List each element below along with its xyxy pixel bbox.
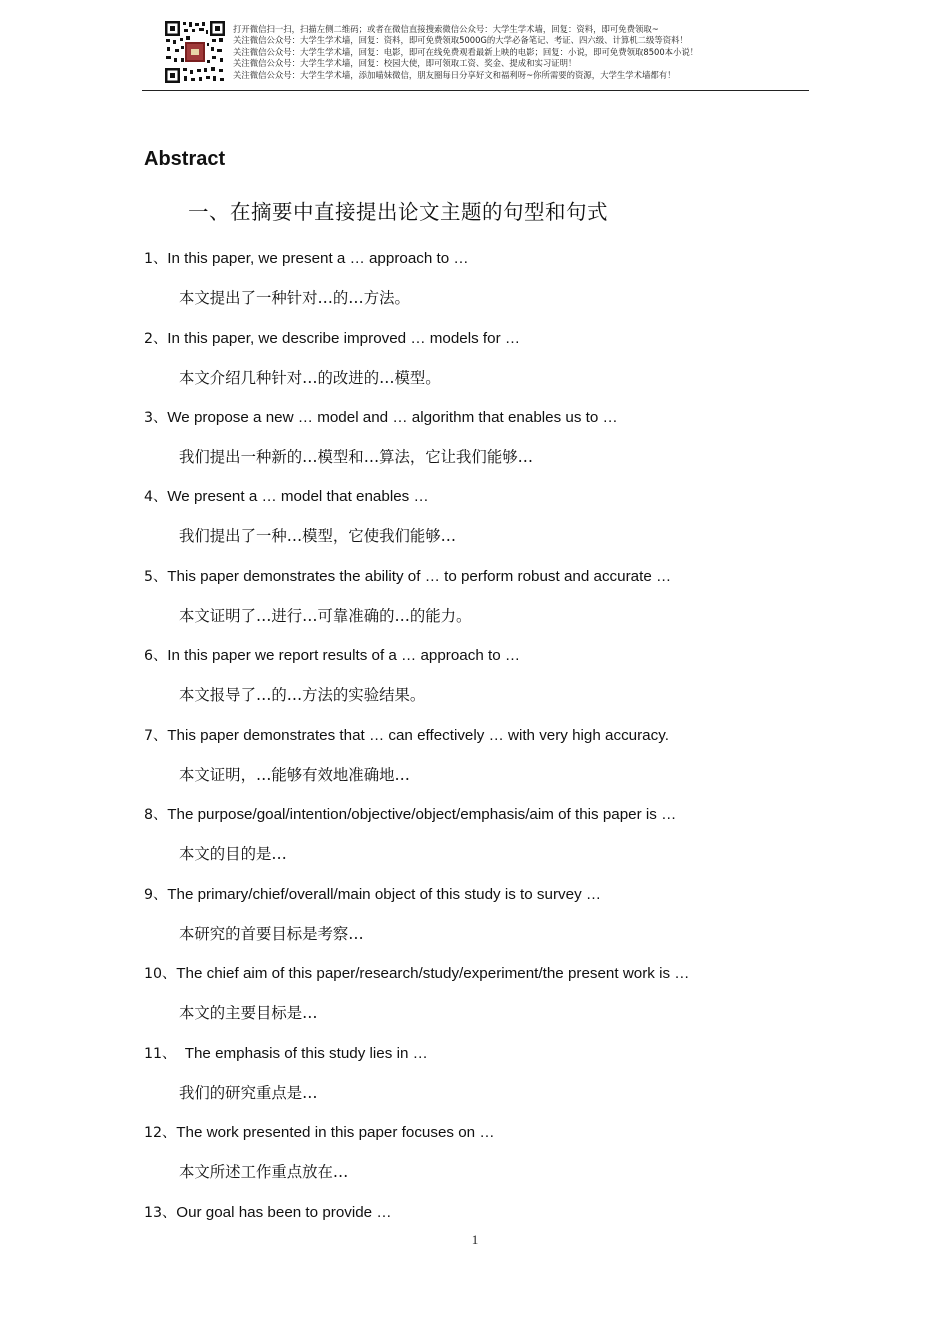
chinese-translation: 本文的目的是… — [179, 845, 287, 863]
english-phrase — [144, 1123, 495, 1143]
english-phrase — [144, 487, 429, 507]
chinese-translation: 本文介绍几种针对…的改进的…模型。 — [179, 369, 441, 387]
english-text: We propose a new … model and … algorithm that enables us to … — [167, 409, 618, 426]
english-phrase — [144, 408, 618, 428]
english-text: The purpose/goal/intention/objective/object/emphasis/aim of this paper is … — [167, 806, 677, 823]
item-number: 3、 — [144, 410, 168, 426]
english-text: Our goal has been to provide … — [176, 1204, 392, 1221]
english-text: We present a … model that enables … — [167, 488, 429, 505]
english-phrase — [144, 1044, 428, 1064]
item-number: 4、 — [144, 489, 168, 505]
english-phrase — [144, 805, 676, 825]
english-phrase — [144, 885, 601, 905]
item-number: 6、 — [144, 648, 168, 664]
chinese-translation: 我们提出了一种…模型，它使我们能够… — [179, 527, 457, 545]
section-heading: 一、在摘要中直接提出论文主题的句型和句式 — [188, 200, 608, 224]
abstract-heading: Abstract — [144, 148, 226, 170]
english-text: The chief aim of this paper/research/study/experiment/the present work is … — [176, 965, 690, 982]
item-number: 11、 — [144, 1046, 177, 1062]
page-header — [142, 20, 809, 90]
item-number: 10、 — [144, 966, 177, 982]
page-number: 1 — [471, 1232, 479, 1247]
english-text: In this paper we report results of a … approach to … — [167, 647, 521, 664]
english-text: The work presented in this paper focuses on … — [176, 1124, 495, 1141]
english-phrase — [144, 567, 671, 587]
english-phrase — [144, 726, 669, 746]
chinese-translation: 本文证明，…能够有效地准确地… — [179, 766, 410, 784]
item-number: 2、 — [144, 331, 168, 347]
header-line: 关注微信公众号：大学生学术墙，回复：资料，即可免费领取5000G的大学必备笔记、考证、四六级、计算机二级等资料！ — [233, 35, 688, 46]
header-line: 关注微信公众号：大学生学术墙，添加喵妹微信，朋友圈每日分享好文和福利呀~你所需要的资源，大学生学术墙都有！ — [233, 69, 676, 80]
english-text: This paper demonstrates that … can effectively … with very high accuracy. — [167, 727, 669, 744]
chinese-translation: 本文证明了…进行…可靠准确的…的能力。 — [179, 607, 472, 625]
chinese-translation: 本文的主要目标是… — [179, 1004, 318, 1022]
english-phrase — [144, 249, 469, 269]
english-text: The emphasis of this study lies in … — [176, 1045, 428, 1062]
chinese-translation: 本文报导了…的…方法的实验结果。 — [179, 686, 426, 704]
header-line: 关注微信公众号：大学生学术墙，回复：校园大使，即可领取工资、奖金、提成和实习证明！ — [233, 58, 577, 69]
item-number: 7、 — [144, 728, 168, 744]
item-number: 12、 — [144, 1125, 177, 1141]
english-text: In this paper, we present a … approach to … — [167, 250, 469, 267]
header-line: 关注微信公众号：大学生学术墙，回复：电影，即可在线免费观看最新上映的电影；回复：小说，即可免费领取8500本小说！ — [233, 46, 699, 57]
chinese-translation: 我们提出一种新的…模型和…算法，它让我们能够… — [179, 448, 533, 466]
chinese-translation: 本研究的首要目标是考察… — [179, 925, 364, 943]
item-number: 1、 — [144, 251, 168, 267]
english-phrase — [144, 964, 689, 984]
english-phrase — [144, 1203, 392, 1223]
english-text: The primary/chief/overall/main object of this study is to survey … — [167, 886, 602, 903]
chinese-translation: 本文提出了一种针对…的…方法。 — [179, 289, 410, 307]
english-phrase — [144, 329, 520, 349]
qr-code-icon — [164, 20, 226, 84]
item-number: 13、 — [144, 1205, 177, 1221]
header-line: 打开微信扫一扫，扫描左侧二维码；或者在微信直接搜索微信公众号：大学生学术墙，回复：资料，即可免费领取~ — [233, 24, 659, 34]
chinese-translation: 我们的研究重点是… — [179, 1084, 318, 1102]
english-text: This paper demonstrates the ability of … to perform robust and accurate … — [167, 568, 672, 585]
item-number: 9、 — [144, 887, 168, 903]
english-text: In this paper, we describe improved … models for … — [167, 330, 521, 347]
header-divider — [142, 90, 809, 91]
header-text-block — [233, 24, 803, 81]
english-phrase — [144, 646, 520, 666]
item-number: 8、 — [144, 807, 168, 823]
item-number: 5、 — [144, 569, 168, 585]
chinese-translation: 本文所述工作重点放在… — [179, 1163, 349, 1181]
